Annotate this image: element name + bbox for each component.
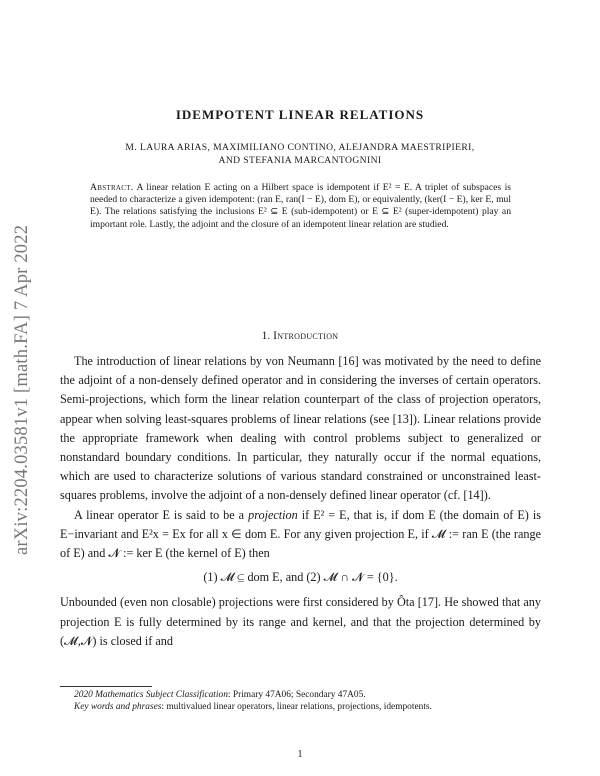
footnote-rule (60, 686, 152, 687)
keywords-label: Key words and phrases (74, 702, 162, 712)
display-equation: (1) 𝓜 ⊆ dom E, and (2) 𝓜 ∩ 𝓝 = {0}. (203, 570, 398, 585)
keywords-text: : multivalued linear operators, linear relations, projections, idempotents. (161, 702, 432, 712)
paragraph-3: Unbounded (even non closable) projections were first considered by Ôta [17]. He showed that any projection E is fully determined by its range and kernel, and that the projection determined by (𝓜,𝓝) is closed if and (60, 595, 541, 648)
emphasis-projection: projection (248, 507, 298, 522)
footnotes (60, 689, 541, 713)
paper-title: IDEMPOTENT LINEAR RELATIONS (175, 107, 425, 122)
footnote-keywords (60, 701, 541, 713)
paragraph-2-part-a: A linear operator E is said to be a (74, 507, 249, 522)
footnote-msc (60, 689, 541, 701)
abstract (90, 182, 511, 231)
author-line-1: M. LAURA ARIAS, MAXIMILIANO CONTINO, ALEJANDRA MAESTRIPIERI, (125, 142, 475, 153)
abstract-text: A linear relation E acting on a Hilbert space is idempotent if E² = E. A triplet of subspaces is needed to characterize a given idempotent: (ran E, ran(I − E), dom E), or equivalently, (ker(I − E), ker E, mul E). The relations satisfying the inclusions E² ⊆ E (sub-idempotent) or E ⊆ E² (super-idempotent) play an important role. Lastly, the adjoint and the closure of an idempotent linear relation are studied. (90, 182, 512, 230)
page-number: 1 (297, 749, 303, 760)
msc-label: 2020 Mathematics Subject Classification (74, 690, 228, 700)
abstract-label: Abstract. (90, 182, 134, 193)
msc-text: : Primary 47A06; Secondary 47A05. (227, 690, 366, 700)
main-text (60, 352, 541, 651)
author-line-2: AND STEFANIA MARCANTOGNINI (218, 155, 382, 166)
paragraph-2-part-b: if E² = E, that is, if dom E (the domain of E) is E−invariant and E²x = Ex for all x ∈ dom E. For any given projection E, if 𝓜 := ran E (the range of E) and 𝓝 := ker E (the kernel of E) then (60, 507, 541, 561)
section-title: Introduction (273, 330, 339, 342)
author-list (60, 141, 540, 167)
section-number: 1. (261, 330, 271, 342)
paragraph-2 (60, 506, 541, 564)
arxiv-identifier: arXiv:2204.03581v1 [math.FA] 7 Apr 2022 (12, 224, 32, 555)
section-heading (0, 330, 600, 342)
paragraph-1: The introduction of linear relations by von Neumann [16] was motivated by the need to define the adjoint of a non-densely defined operator and in considering the inverses of certain operators. Semi-projections, which form the linear relation counterpart of the class of projection operators, appear when solving least-squares problems of linear relations (see [13]). Linear relations provide the appropriate framework when dealing with control problems subject to generalized or nonstandard boundary conditions. In particular, they naturally occur if the normal equations, which are used to characterize solutions of various standard constrained or unconstrained least-squares problems, involve the adjoint of a non-densely defined linear operator (cf. [14]). (60, 354, 541, 503)
